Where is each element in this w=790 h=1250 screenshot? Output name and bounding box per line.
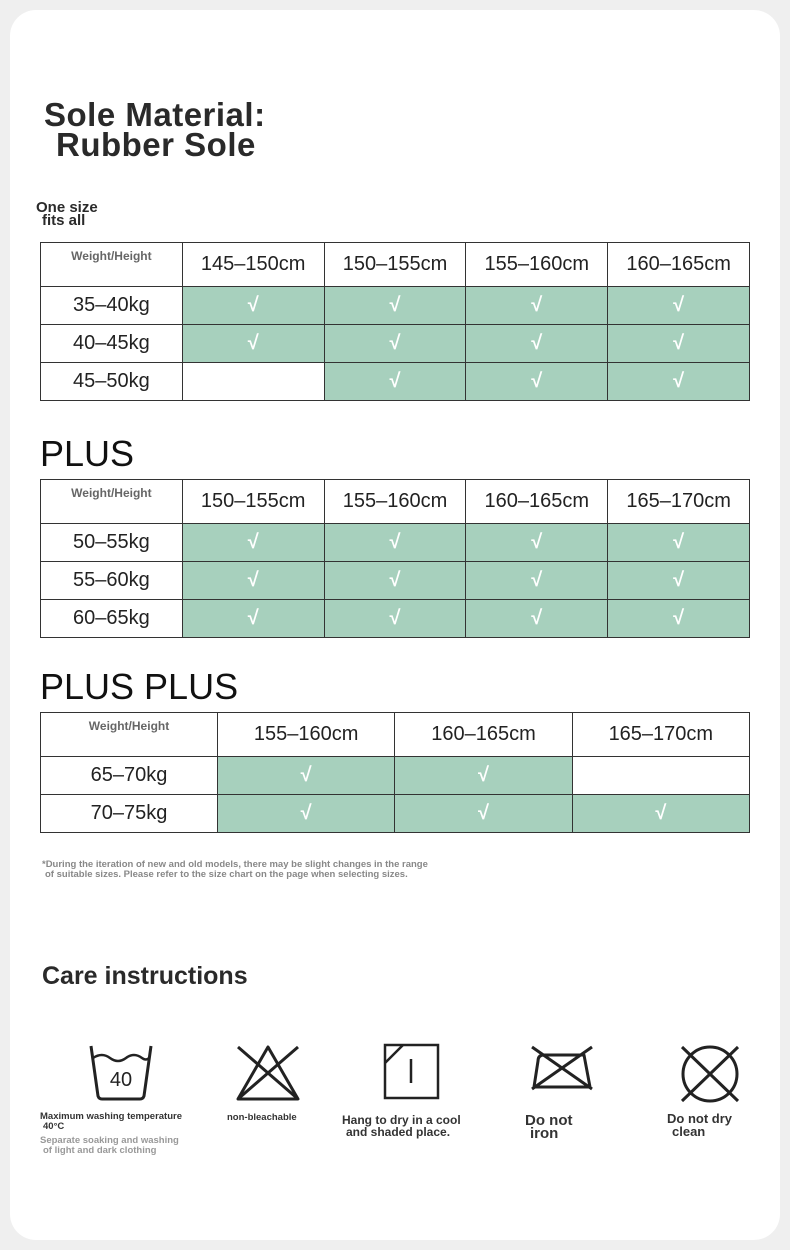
height-header: 155–160cm: [324, 480, 466, 524]
check-mark: √: [531, 332, 543, 354]
check-mark: √: [300, 764, 312, 786]
shade-dry-line2: and shaded place.: [346, 1125, 451, 1139]
one-size-label: [36, 201, 98, 227]
check-mark: √: [531, 607, 543, 629]
check-mark: √: [673, 294, 685, 316]
table-row: [41, 325, 750, 363]
weight-cell: 40–45kg: [41, 325, 183, 363]
height-header: 145–150cm: [182, 243, 324, 287]
weight-cell: 35–40kg: [41, 287, 183, 325]
fit-cell: [182, 363, 324, 401]
height-header: 160–165cm: [608, 243, 750, 287]
wash-sub-label: [40, 1136, 179, 1156]
weight-cell: 70–75kg: [41, 795, 218, 833]
sole-title-line2: Rubber Sole: [56, 126, 256, 163]
fit-cell: [182, 524, 324, 562]
fit-cell: [608, 524, 750, 562]
weight-cell: 60–65kg: [41, 600, 183, 638]
table-row: [41, 600, 750, 638]
check-mark: √: [389, 294, 401, 316]
table-row: [41, 524, 750, 562]
weight-cell: 65–70kg: [41, 757, 218, 795]
note-line2: of suitable sizes. Please refer to the size chart on the page when selecting sizes.: [45, 869, 408, 880]
table-row: [41, 287, 750, 325]
size-table-plus: [40, 479, 750, 638]
weight-cell: 55–60kg: [41, 562, 183, 600]
check-mark: √: [673, 531, 685, 553]
fit-cell: [324, 562, 466, 600]
check-mark: √: [531, 569, 543, 591]
height-header: 160–165cm: [466, 480, 608, 524]
no-iron-line2: iron: [530, 1125, 559, 1142]
corner-cell: Weight/Height: [41, 713, 218, 757]
header-row: [41, 243, 750, 287]
check-mark: √: [247, 332, 259, 354]
check-mark: √: [247, 607, 259, 629]
fit-cell: [608, 325, 750, 363]
sole-material-title: [44, 96, 266, 163]
note-line1: *During the iteration of new and old models, there may be slight changes in the range: [42, 859, 428, 870]
fit-cell: [395, 757, 572, 795]
table-row: [41, 757, 750, 795]
svg-text:40: 40: [109, 1069, 133, 1091]
fit-cell: [182, 325, 324, 363]
fit-cell: [572, 757, 749, 795]
fit-cell: [608, 363, 750, 401]
header-row: [41, 713, 750, 757]
fit-cell: [324, 524, 466, 562]
check-mark: √: [389, 332, 401, 354]
no-dry-clean-label: [667, 1112, 732, 1138]
fit-cell: [218, 757, 395, 795]
fit-cell: [324, 363, 466, 401]
table-row: [41, 363, 750, 401]
size-note: [42, 860, 428, 880]
check-mark: √: [673, 569, 685, 591]
fit-cell: [324, 325, 466, 363]
check-mark: √: [673, 370, 685, 392]
check-mark: √: [478, 802, 489, 824]
table-row: [41, 562, 750, 600]
fit-cell: [218, 795, 395, 833]
height-header: 150–155cm: [182, 480, 324, 524]
one-size-line1: One size: [36, 199, 98, 216]
fit-cell: [608, 287, 750, 325]
weight-cell: 50–55kg: [41, 524, 183, 562]
height-header: 160–165cm: [395, 713, 572, 757]
wash-40-icon: [88, 1042, 154, 1102]
table-row: [41, 795, 750, 833]
shade-dry-line1: Hang to dry in a cool: [342, 1113, 461, 1127]
fit-cell: [182, 600, 324, 638]
check-mark: √: [531, 294, 543, 316]
no-dry-clean-line1: Do not dry: [667, 1111, 732, 1126]
wash-label-line1: Maximum washing temperature: [40, 1111, 183, 1122]
wash-label-line2: 40°C: [43, 1121, 65, 1132]
fit-cell: [466, 600, 608, 638]
fit-cell: [466, 363, 608, 401]
fit-cell: [466, 325, 608, 363]
height-header: 155–160cm: [218, 713, 395, 757]
check-mark: √: [247, 569, 259, 591]
shade-dry-icon: [383, 1043, 441, 1101]
check-mark: √: [389, 531, 401, 553]
check-mark: √: [673, 332, 685, 354]
no-dry-clean-icon: [676, 1043, 744, 1105]
shade-dry-label: [342, 1114, 461, 1138]
check-mark: √: [389, 607, 401, 629]
check-mark: √: [247, 531, 259, 553]
fit-cell: [324, 287, 466, 325]
height-header: 165–170cm: [572, 713, 749, 757]
check-mark: √: [673, 607, 685, 629]
no-dry-clean-line2: clean: [672, 1124, 706, 1139]
fit-cell: [466, 524, 608, 562]
wash-label: [40, 1112, 182, 1132]
fit-cell: [608, 600, 750, 638]
fit-cell: [608, 562, 750, 600]
no-iron-icon: [528, 1043, 596, 1091]
check-mark: √: [300, 802, 312, 824]
check-mark: √: [531, 531, 543, 553]
corner-cell: Weight/Height: [41, 480, 183, 524]
height-header: 165–170cm: [608, 480, 750, 524]
one-size-line2: fits all: [42, 212, 86, 229]
care-instructions-title: Care instructions: [42, 962, 248, 990]
check-mark: √: [389, 569, 401, 591]
fit-cell: [182, 287, 324, 325]
fit-cell: [324, 600, 466, 638]
height-header: 155–160cm: [466, 243, 608, 287]
no-iron-line1: Do not: [525, 1112, 573, 1129]
no-iron-label: [525, 1114, 572, 1140]
height-header: 150–155cm: [324, 243, 466, 287]
corner-cell: Weight/Height: [41, 243, 183, 287]
fit-cell: [395, 795, 572, 833]
fit-cell: [466, 287, 608, 325]
size-table-standard: [40, 242, 750, 401]
no-bleach-label: non-bleachable: [227, 1112, 297, 1123]
check-mark: √: [531, 370, 543, 392]
wash-sub-line1: Separate soaking and washing: [40, 1135, 179, 1146]
check-mark: √: [389, 370, 401, 392]
check-mark: √: [655, 802, 667, 824]
section-title-plus: PLUS: [40, 433, 135, 474]
fit-cell: [572, 795, 749, 833]
weight-cell: 45–50kg: [41, 363, 183, 401]
section-title-plus-plus: PLUS PLUS: [40, 666, 239, 707]
size-table-plus-plus: [40, 712, 750, 833]
check-mark: √: [247, 294, 259, 316]
sole-title-line1: Sole Material:: [44, 96, 266, 133]
fit-cell: [466, 562, 608, 600]
wash-sub-line2: of light and dark clothing: [43, 1145, 157, 1156]
header-row: [41, 480, 750, 524]
fit-cell: [182, 562, 324, 600]
no-bleach-icon: [234, 1043, 302, 1103]
check-mark: √: [478, 764, 489, 786]
